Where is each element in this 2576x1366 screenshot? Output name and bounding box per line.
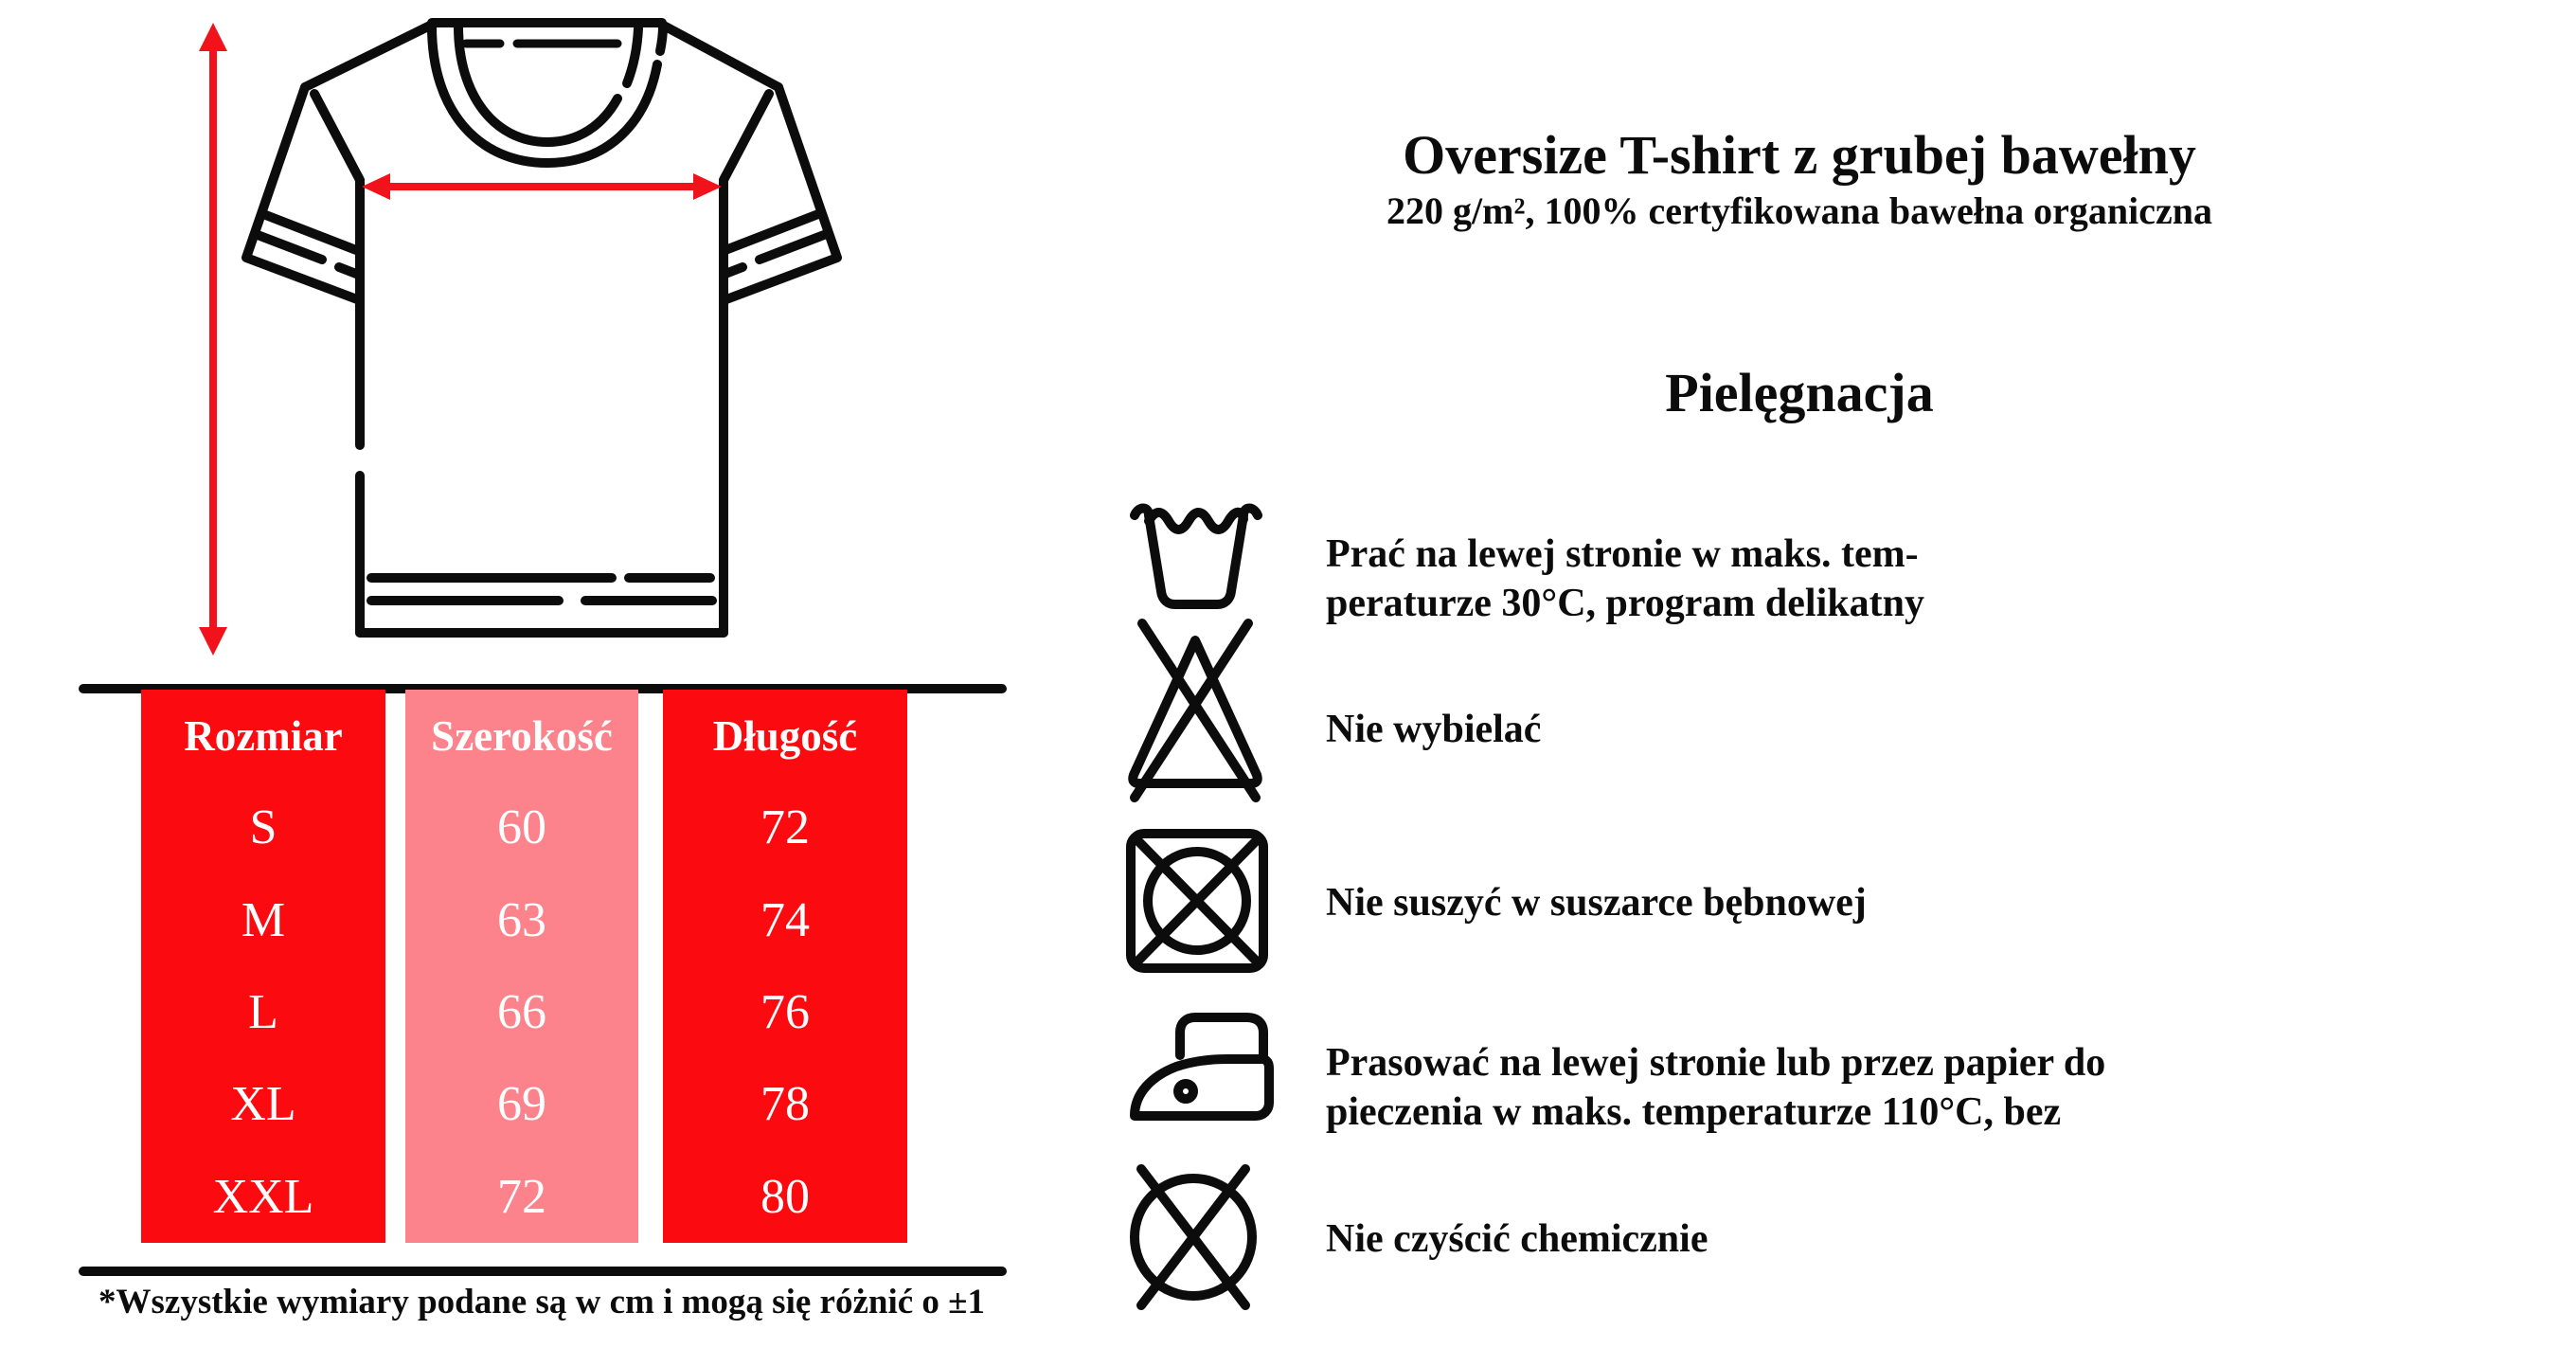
table-row: M <box>241 892 286 947</box>
care-line: Nie suszyć w suszarce bębnowej <box>1326 881 1867 925</box>
table-row: 76 <box>760 985 810 1040</box>
measurements-footnote: *Wszystkie wymiary podane są w cm i mogą się różnić o ±1 <box>98 1283 985 1321</box>
iron-low-icon <box>1125 1004 1280 1133</box>
page-title: Oversize T-shirt z grubej bawełny <box>1403 124 2196 186</box>
column-header-length: Długość <box>712 711 858 760</box>
table-row: XL <box>230 1077 296 1132</box>
table-row: S <box>249 800 277 855</box>
table-row: 69 <box>497 1077 546 1132</box>
table-row: XXL <box>212 1169 314 1224</box>
column-header-size: Rozmiar <box>184 711 343 760</box>
table-row: 60 <box>497 800 546 855</box>
tshirt-outline <box>246 23 837 633</box>
table-bottom-divider <box>79 1267 1007 1276</box>
care-line: Nie czyścić chemicznie <box>1326 1217 1708 1261</box>
product-subtitle: 220 g/m², 100% certyfikowana bawełna organiczna <box>1386 189 2212 232</box>
table-row: 66 <box>497 985 546 1040</box>
table-row: 74 <box>760 892 810 947</box>
care-instruction-wash <box>1326 530 2415 628</box>
width-arrow-icon <box>362 173 722 200</box>
care-instruction-no-tumble-dry <box>1326 878 2415 927</box>
column-header-width: Szerokość <box>431 711 613 760</box>
care-instruction-no-dry-clean <box>1326 1214 2415 1264</box>
care-instruction-iron <box>1326 1038 2415 1137</box>
table-row: L <box>248 985 278 1040</box>
care-instruction-no-bleach <box>1326 705 2415 754</box>
table-row: 80 <box>760 1169 810 1224</box>
size-table-column-width <box>405 690 638 1243</box>
length-arrow-icon <box>199 23 227 656</box>
tshirt-measurement-diagram <box>0 0 1042 720</box>
care-line: pieczenia w maks. temperaturze 110°C, bez <box>1326 1090 2062 1134</box>
table-row: 78 <box>760 1077 810 1132</box>
table-row: 72 <box>497 1169 546 1224</box>
care-line: Prasować na lewej stronie lub przez papier do <box>1326 1041 2106 1085</box>
table-row: 72 <box>760 800 810 855</box>
care-line: Prać na lewej stronie w maks. tem- <box>1326 532 1919 576</box>
wash-30-icon <box>1123 500 1269 612</box>
care-section-heading: Pielęgnacja <box>1665 362 1934 423</box>
no-tumble-dry-icon <box>1123 826 1271 976</box>
product-header <box>1231 123 2368 235</box>
no-dry-clean-icon <box>1118 1161 1268 1313</box>
care-line: peraturze 30°C, program delikatny <box>1326 582 1924 625</box>
table-row: 63 <box>497 892 546 947</box>
size-table-column-length <box>663 690 907 1243</box>
no-bleach-icon <box>1116 618 1275 803</box>
size-table-column-size <box>141 690 385 1243</box>
care-line: Nie wybielać <box>1326 708 1542 751</box>
